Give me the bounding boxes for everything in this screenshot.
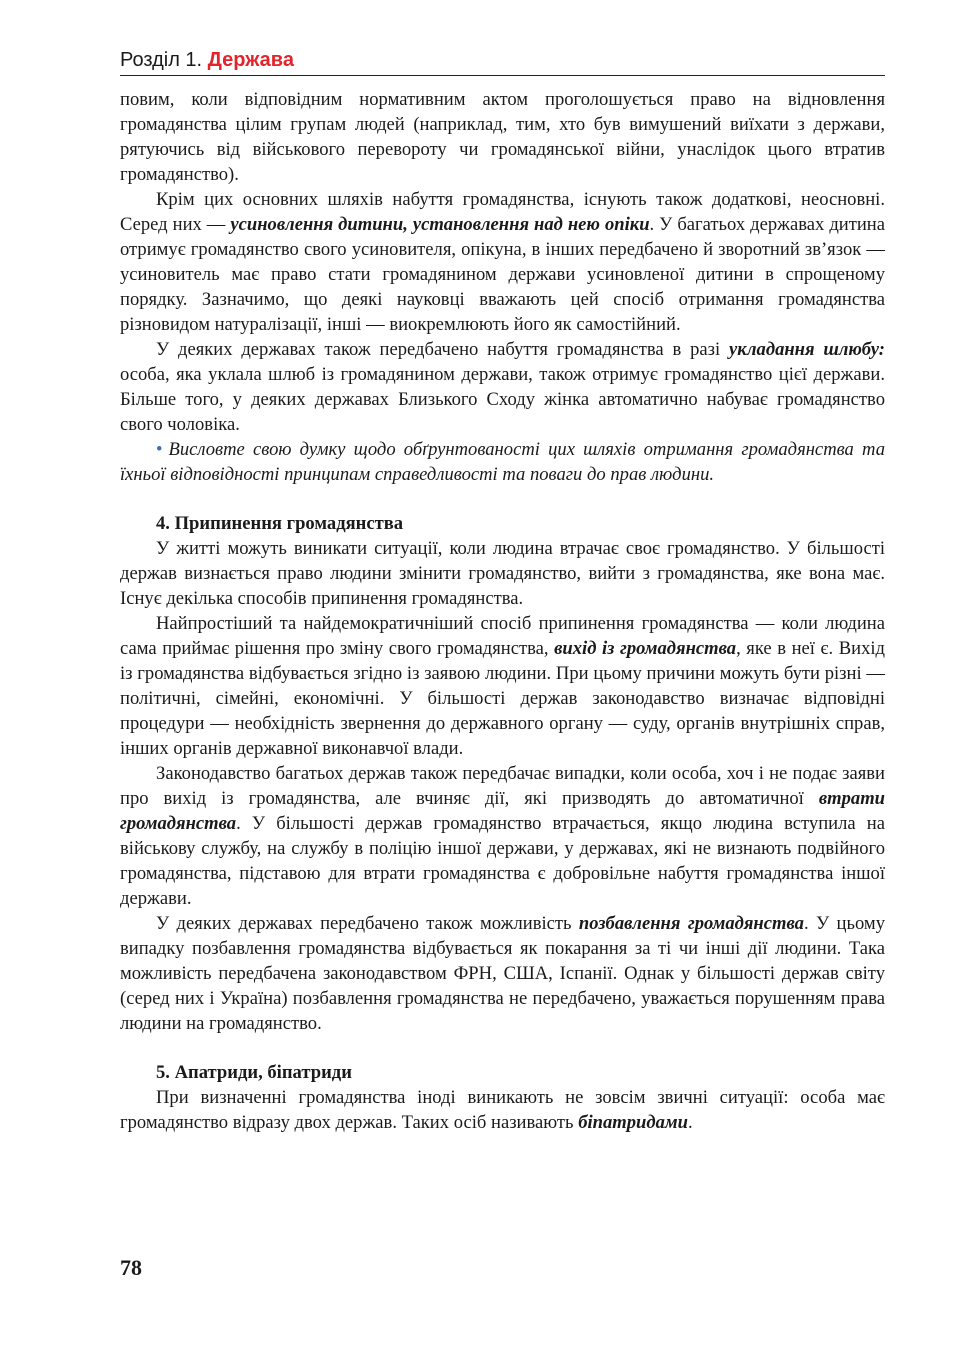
- discussion-question: • Висловте свою думку щодо обґрунтованості цих шляхів отримання громадянства та їхньої відповідності принципам справедливості та поваги до прав людини.: [120, 439, 885, 485]
- term-renunciation: вихід із громадянства: [554, 638, 737, 659]
- term-loss: втрати громадянства: [120, 788, 885, 834]
- term-marriage: укладання шлюбу:: [728, 339, 885, 360]
- paragraph: У житті можуть виникати ситуації, коли людина втрачає своє громадянство. У більшості держав визнається право людини змінити громадянство, вийти з громадянства, яке вона має. Існує декілька способів припинення громадянства.: [120, 538, 885, 609]
- bullet-icon: •: [156, 439, 163, 460]
- paragraph-additional-ways: Крім цих основних шляхів набуття громадянства, існують також додаткові, неосновні. Серед них — усиновлення дитини, установлення над нею опіки. У багатьох державах дитина отримує громадянство свого усиновителя, опікуна, в інших передбачено й зворотний зв’язок — усиновитель має право стати громадянином держави усиновленої дитини в спрощеному порядку. Зазначимо, що деякі науковці вважають цей спосіб отримання громадянства різновидом натуралізації, інші — виокремлюють його як самостійний.: [120, 189, 886, 335]
- section-heading-5: 5. Апатриди, біпатриди: [156, 1062, 352, 1083]
- section-title: Держава: [207, 49, 294, 71]
- term-deprivation: позбавлення громадянства: [578, 913, 804, 934]
- header-rule: [120, 75, 885, 76]
- page-number: 78: [120, 1255, 142, 1280]
- section-heading-4: 4. Припинення громадянства: [156, 513, 404, 534]
- paragraph: Законодавство багатьох держав також передбачає випадки, коли особа, хоч і не подає заяви про вихід із громадянства, але вчиняє дії, які призводять до автоматичної втрати громадянства. У більшості держав громадянство втрачається, якщо людина вступила на військову службу, на службу в поліцію іншої держави, у державах, які не визнають подвійного громадянства, підставою для втрати громадянства є добровільне набуття громадянства іншої держави.: [120, 763, 885, 909]
- paragraph: При визначенні громадянства іноді виникають не зовсім звичні ситуації: особа має громадянство відразу двох держав. Таких осіб називають біпатридами.: [120, 1087, 885, 1133]
- paragraph: У деяких державах передбачено також можливість позбавлення громадянства. У цьому випадку позбавлення громадянства відбувається як покарання за ті чи інші дії людини. Така можливість передбачена законодавством ФРН, США, Іспанії. Однак у більшості держав світу (серед них і Україна) позбавлення громадянства не передбачено, уважається порушенням права людини на громадянство.: [120, 913, 885, 1034]
- section-label: Розділ 1.: [120, 49, 208, 71]
- running-header: [120, 48, 885, 74]
- paragraph: Найпростіший та найдемократичніший спосіб припинення громадянства — коли людина сама приймає рішення про зміну свого громадянства, вихід із громадянства, яке в неї є. Вихід із громадянства відбувається згідно із заявою людини. При цьому причини можуть бути різні — політичні, сімейні, економічні. У більшості держав законодавство визначає відповідні процедури — необхідність звернення до державного органу — суду, органів внутрішніх справ, інших органів державної виконавчої влади.: [120, 613, 885, 759]
- term-adoption: усиновлення дитини, установлення над нею опіки: [230, 214, 650, 235]
- page-body: [120, 87, 885, 1135]
- paragraph-marriage: У деяких державах також передбачено набуття громадянства в разі укладання шлюбу: особа, яка уклала шлюб із громадянином держави, також отримує громадянство цієї держави. Більше того, у деяких державах Близького Сходу жінка автоматично набуває громадянство свого чоловіка.: [120, 339, 885, 435]
- paragraph-continued: повим, коли відповідним нормативним актом проголошується право на відновлення громадянства цілим групам людей (наприклад, тим, хто був вимушений виїхати з держави, рятуючись від військового перевороту чи громадянської війни, унаслідок цього втратив громадянство).: [120, 89, 885, 185]
- term-bipatrides: біпатридами: [578, 1112, 688, 1133]
